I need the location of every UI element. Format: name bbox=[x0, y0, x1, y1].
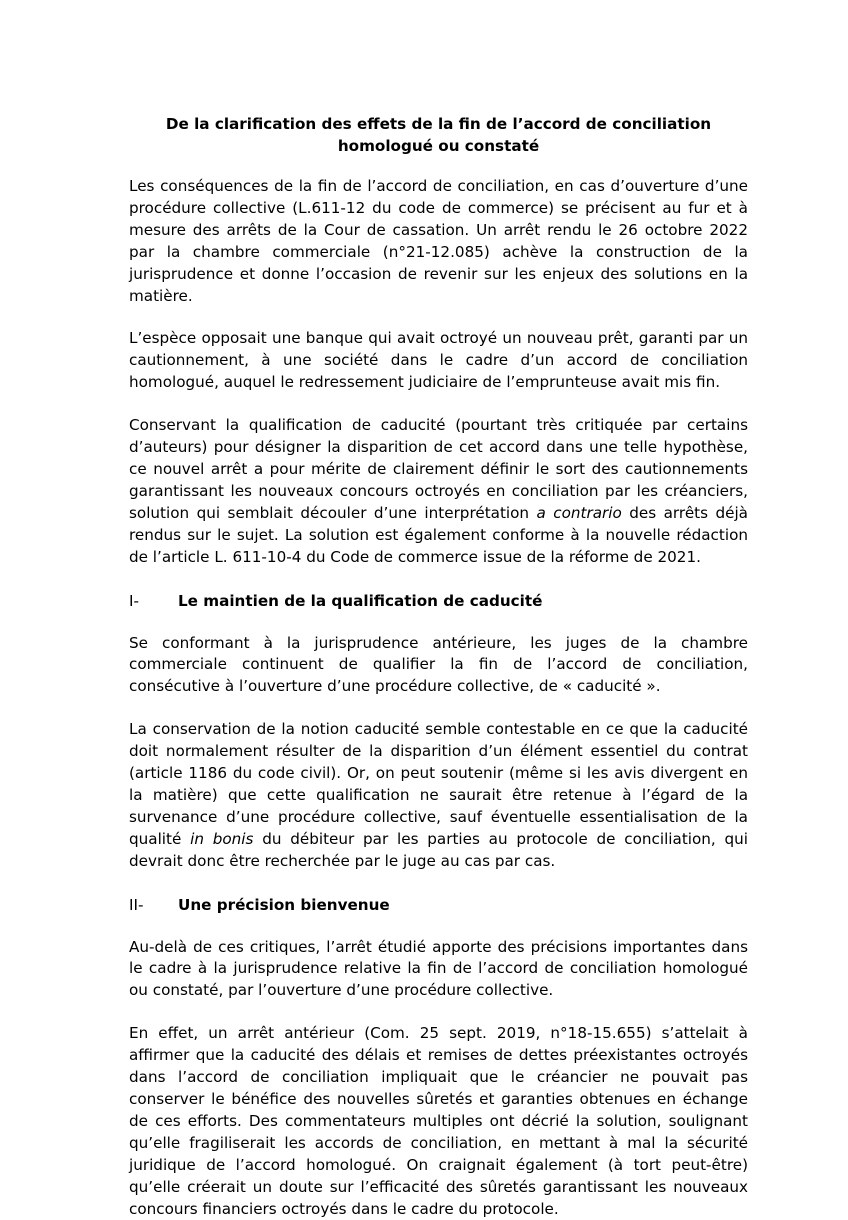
section-heading-1 bbox=[129, 590, 748, 612]
paragraph-prior-ruling: En effet, un arrêt antérieur (Com. 25 sept. 2019, n°18-15.655) s’attelait à affirmer que la caducité des délais et remises de dettes préexistantes octroyés dans l’accord de conciliation impliquait que le créancier ne pouvait pas conserver le bénéfice des nouvelles sûretés et garanties obtenues en échange de ces efforts. Des commentateurs multiples ont décrié la solution, soulignant qu’elle fragiliserait les accords de conciliation, en mettant à mal la sécurité juridique de l’accord homologué. On craignait également (à tort peut-être) qu’elle créerait un doute sur l’efficacité des sûretés garantissant les nouveaux concours financiers octroyés dans le cadre du protocole. bbox=[129, 1024, 748, 1218]
paragraph-facts: L’espèce opposait une banque qui avait octroyé un nouveau prêt, garanti par un cautionnement, à une société dans le cadre d’un accord de conciliation homologué, auquel le redressement judiciaire de l’emprunteuse avait mis fin. bbox=[129, 329, 748, 392]
paragraph-summary bbox=[129, 415, 748, 568]
paragraph-intro: Les conséquences de la fin de l’accord de conciliation, en cas d’ouverture d’une procédure collective (L.611-12 du code de commerce) se précisent au fur et à mesure des arrêts de la Cour de cassation. Un arrêt rendu le 26 octobre 2022 par la chambre commerciale (n°21-12.085) achève la construction de la jurisprudence et donne l’occasion de revenir sur les enjeux des solutions en la matière. bbox=[129, 177, 748, 305]
paragraph-critique bbox=[129, 719, 748, 872]
paragraph-critique-text-2: du débiteur par les parties au protocole de conciliation, qui devrait donc être recherchée par le juge au cas par cas. bbox=[129, 829, 748, 870]
paragraph-precision: Au-delà de ces critiques, l’arrêt étudié apporte des précisions importantes dans le cadre à la jurisprudence relative la fin de l’accord de conciliation homologué ou constaté, par l’ouverture d’une procédure collective. bbox=[129, 937, 748, 1000]
paragraph-critique-text-1: La conservation de la notion caducité semble contestable en ce que la caducité doit normalement résulter de la disparition d’un élément essentiel du contrat (article 1186 du code civil). Or, on peut soutenir (même si les avis divergent en la matière) que cette qualification ne saurait être retenue à l’égard de la survenance d’une procédure collective, sauf éventuelle essentialisation de la qualité bbox=[129, 720, 748, 848]
section-heading-2 bbox=[129, 894, 748, 916]
document-title: De la clarification des effets de la fin de l’accord de conciliation homologué ou constaté bbox=[165, 115, 712, 155]
paragraph-jurisprudence: Se conformant à la jurisprudence antérieure, les juges de la chambre commerciale continuent de qualifier la fin de l’accord de conciliation, consécutive à l’ouverture d’une procédure collective, de « caducité ». bbox=[129, 633, 748, 696]
paragraph-critique-italic: in bonis bbox=[190, 829, 254, 848]
section-number-2: II- bbox=[129, 895, 144, 914]
paragraph-summary-text-2: des arrêts déjà rendus sur le sujet. La solution est également conforme à la nouvelle rédaction de l’article L. 611-10-4 du Code de commerce issue de la réforme de 2021. bbox=[129, 503, 748, 566]
section-number-1: I- bbox=[129, 591, 139, 610]
document-body bbox=[129, 113, 748, 1220]
paragraph-summary-text-1: Conservant la qualification de caducité (pourtant très critiquée par certains d’auteurs) pour désigner la disparition de cet accord dans une telle hypothèse, ce nouvel arrêt a pour mérite de clairement définir le sort des cautionnements garantissant les nouveaux concours octroyés en conciliation par les créanciers, solution qui semblait découler d’une interprétation bbox=[129, 416, 748, 522]
section-title-1: Le maintien de la qualification de caducité bbox=[178, 591, 543, 610]
section-title-2: Une précision bienvenue bbox=[178, 895, 390, 914]
paragraph-summary-italic: a contrario bbox=[536, 503, 622, 522]
